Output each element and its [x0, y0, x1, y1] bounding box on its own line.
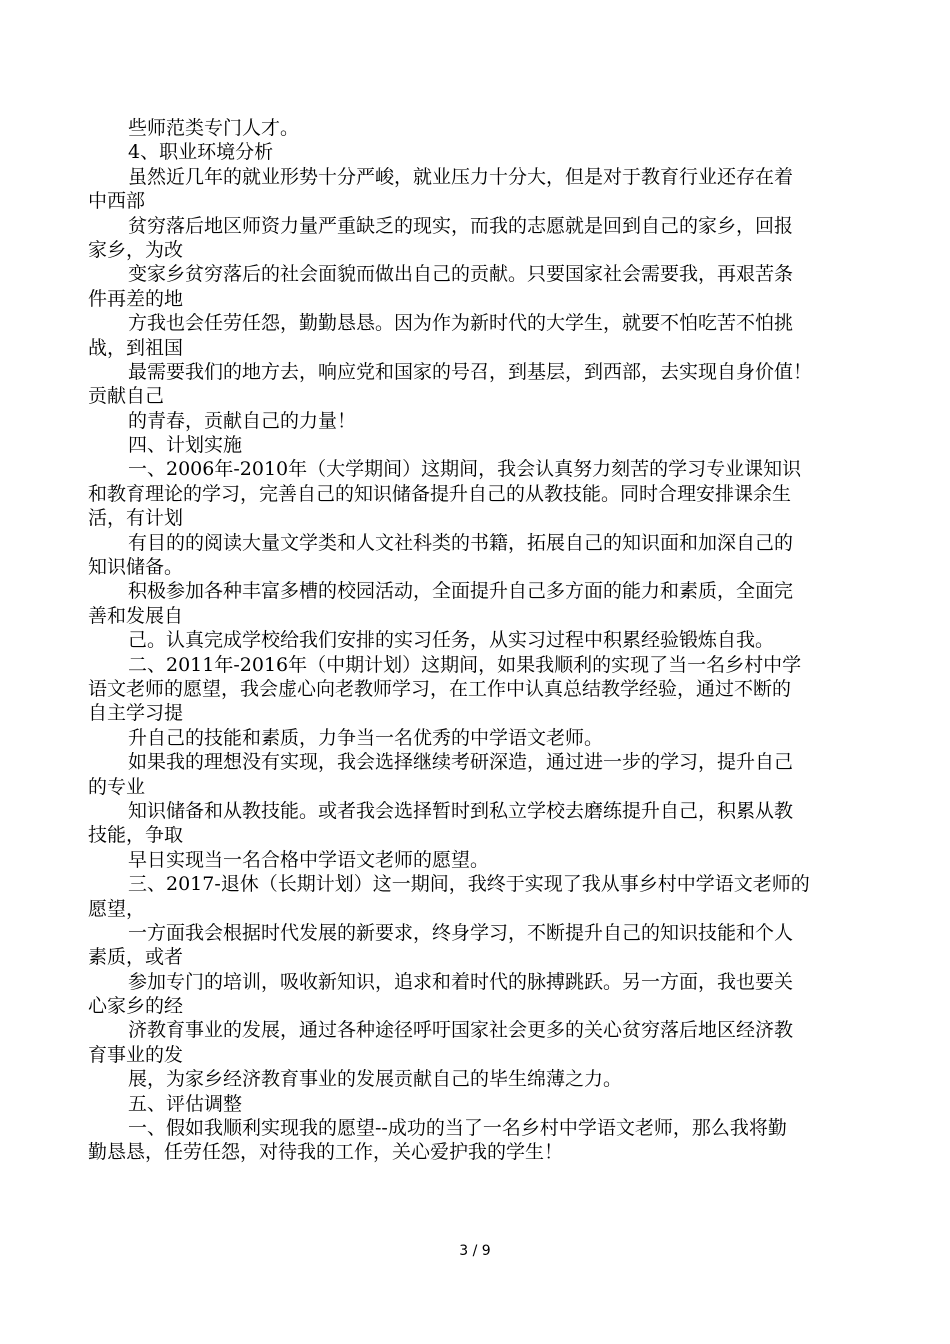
section-heading: 4、职业环境分析 [128, 141, 274, 164]
text-line: 些师范类专门人才。 [128, 117, 300, 139]
text-line: 和教育理论的学习，完善自己的知识储备提升自己的从教技能。同时合理安排课余生 [88, 482, 792, 505]
text-line: 技能，争取 [88, 824, 184, 847]
text-line: 知识储备。 [88, 556, 184, 579]
page-number: 3 / 9 [459, 1243, 491, 1259]
text-line: 语文老师的愿望，我会虚心向老教师学习，在工作中认真总结教学经验，通过不断的 [88, 677, 792, 700]
text-line: 勤恳恳，任劳任怨，对待我的工作，关心爱护我的学生！ [88, 1141, 564, 1164]
text-line: 有目的的阅读大量文学类和人文社科类的书籍，拓展自己的知识面和加深自己的 [128, 531, 794, 554]
text-line: 二、2011年-2016年（中期计划）这期间，如果我顺利的实现了当一名乡村中学 [128, 653, 802, 676]
text-line: 的专业 [88, 775, 146, 798]
text-line: 早日实现当一名合格中学语文老师的愿望。 [128, 848, 490, 871]
text-line: 展，为家乡经济教育事业的发展贡献自己的毕生绵薄之力。 [128, 1068, 623, 1091]
text-line: 自主学习提 [88, 702, 184, 725]
text-line: 心家乡的经 [88, 995, 184, 1018]
text-line: 贡献自己 [88, 385, 165, 408]
text-line: 如果我的理想没有实现，我会选择继续考研深造，通过进一步的学习，提升自己 [128, 751, 794, 774]
text-line: 贫穷落后地区师资力量严重缺乏的现实，而我的志愿就是回到自己的家乡，回报 [128, 214, 794, 237]
text-line: 一方面我会根据时代发展的新要求，终身学习，不断提升自己的知识技能和个人 [128, 921, 794, 944]
text-line: 虽然近几年的就业形势十分严峻，就业压力十分大，但是对于教育行业还存在着 [128, 165, 794, 188]
text-line: 济教育事业的发展，通过各种途径呼吁国家社会更多的关心贫穷落后地区经济教 [128, 1019, 794, 1042]
text-line: 家乡，为改 [88, 238, 184, 261]
text-line: 最需要我们的地方去，响应党和国家的号召，到基层，到西部，去实现自身价值！ [128, 360, 813, 383]
text-line: 参加专门的培训，吸收新知识，追求和着时代的脉搏跳跃。另一方面，我也要关 [128, 970, 794, 993]
text-line: 知识储备和从教技能。或者我会选择暂时到私立学校去磨练提升自己，积累从教 [128, 799, 794, 822]
text-line: 升自己的技能和素质，力争当一名优秀的中学语文老师。 [128, 726, 604, 749]
section-heading: 五、评估调整 [128, 1092, 243, 1115]
text-line: 变家乡贫穷落后的社会面貌而做出自己的贡献。只要国家社会需要我，再艰苦条 [128, 263, 794, 286]
text-line: 积极参加各种丰富多槽的校园活动，全面提升自己多方面的能力和素质，全面完 [128, 580, 794, 603]
text-line: 素质，或者 [88, 946, 184, 969]
section-heading: 四、计划实施 [128, 434, 243, 457]
text-line: 中西部 [88, 190, 146, 213]
text-line: 战，到祖国 [88, 336, 184, 359]
text-line: 愿望， [88, 897, 146, 920]
text-line: 育事业的发 [88, 1043, 184, 1066]
text-line: 的青春，贡献自己的力量！ [128, 409, 357, 432]
text-line: 方我也会任劳任怨，勤勤恳恳。因为作为新时代的大学生，就要不怕吃苦不怕挑 [128, 312, 794, 335]
text-line: 件再差的地 [88, 287, 184, 310]
text-line: 一、2006年-2010年（大学期间）这期间，我会认真努力刻苦的学习专业课知识 [128, 458, 802, 481]
text-line: 善和发展自 [88, 604, 184, 627]
text-line: 己。认真完成学校给我们安排的实习任务，从实习过程中积累经验锻炼自我。 [128, 629, 775, 652]
text-line: 三、2017-退休（长期计划）这一期间，我终于实现了我从事乡村中学语文老师的 [128, 873, 810, 896]
text-line: 活，有计划 [88, 507, 184, 530]
text-line: 一、假如我顺利实现我的愿望--成功的当了一名乡村中学语文老师，那么我将勤 [128, 1117, 787, 1140]
document-body [88, 116, 868, 1165]
